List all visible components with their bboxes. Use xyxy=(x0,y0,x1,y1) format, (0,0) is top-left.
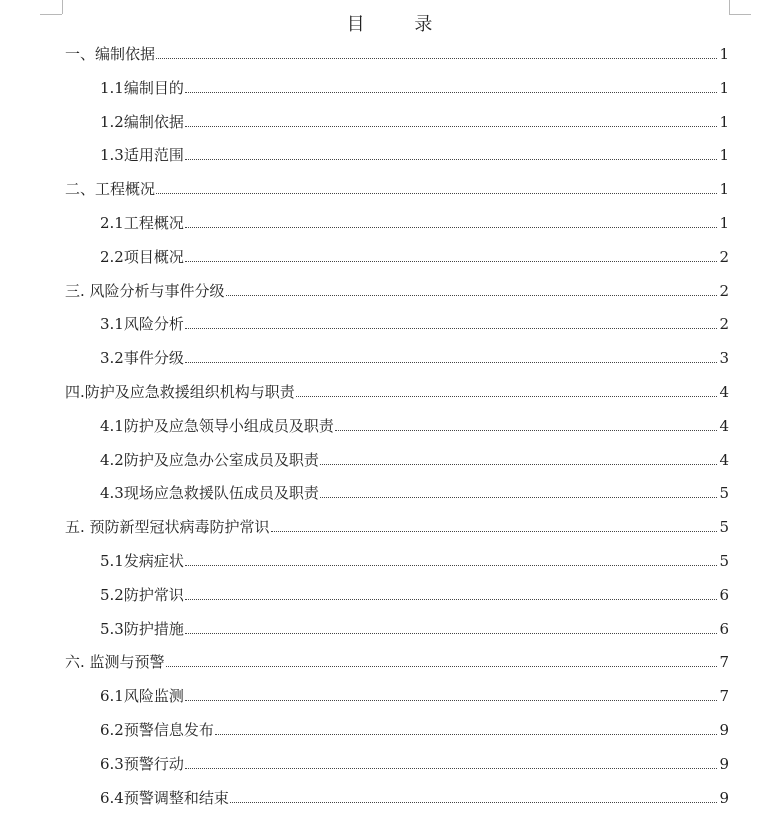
toc-page-number: 7 xyxy=(719,653,729,672)
toc-entry[interactable] xyxy=(65,177,729,199)
toc-entry[interactable] xyxy=(100,549,729,571)
toc-dot-leader xyxy=(230,802,718,803)
toc-page-number: 5 xyxy=(719,552,729,570)
toc-entry[interactable] xyxy=(100,414,729,436)
toc-page-number: 4 xyxy=(719,450,729,469)
toc-entry-title: 二、工程概况 xyxy=(65,180,156,199)
toc-page-number: 4 xyxy=(719,383,729,401)
toc-dot-leader xyxy=(296,396,718,397)
toc-page-number: 5 xyxy=(719,484,729,503)
toc-page-number: 2 xyxy=(719,281,729,300)
toc-entry-title: 3.2事件分级 xyxy=(100,349,184,368)
toc-entry[interactable] xyxy=(100,312,729,334)
toc-dot-leader xyxy=(156,193,717,194)
toc-dot-leader xyxy=(185,159,718,160)
toc-entry-title: 6.4预警调整和结束 xyxy=(100,788,229,807)
toc-entry[interactable] xyxy=(65,42,729,64)
toc-page-number: 6 xyxy=(719,619,729,638)
toc-entry-title: 1.2编制依据 xyxy=(100,112,184,131)
toc-entry[interactable] xyxy=(100,143,729,165)
toc-page-number: 9 xyxy=(719,788,729,807)
toc-entry-title: 1.1编制目的 xyxy=(100,78,184,97)
toc-dot-leader xyxy=(185,768,718,769)
toc-entry[interactable] xyxy=(100,718,729,740)
toc-entry-title: 六. 监测与预警 xyxy=(65,653,165,672)
toc-dot-leader xyxy=(226,295,718,296)
toc-entry-title: 2.2项目概况 xyxy=(100,247,184,266)
toc-entry-title: 四.防护及应急救援组织机构与职责 xyxy=(65,383,295,401)
toc-entry[interactable] xyxy=(65,650,729,672)
toc-entry[interactable] xyxy=(65,380,729,402)
toc-entry-title: 6.2预警信息发布 xyxy=(100,721,214,739)
toc-entry-title: 4.1防护及应急领导小组成员及职责 xyxy=(100,416,334,435)
toc-entry-title: 6.1风险监测 xyxy=(100,687,184,706)
toc-page-number: 4 xyxy=(719,416,729,435)
toc-entry-title: 4.2防护及应急办公室成员及职责 xyxy=(100,450,319,469)
toc-page-number: 7 xyxy=(719,687,729,706)
toc-entry[interactable] xyxy=(100,786,729,808)
toc-page-number: 6 xyxy=(719,585,729,604)
toc-entry[interactable] xyxy=(100,583,729,605)
toc-entry-title: 3.1风险分析 xyxy=(100,315,184,334)
toc-entry[interactable] xyxy=(100,211,729,233)
toc-dot-leader xyxy=(166,666,718,667)
toc-entry[interactable] xyxy=(100,346,729,368)
toc-page-number: 1 xyxy=(719,112,729,131)
toc-entry[interactable] xyxy=(100,448,729,470)
toc-page-number: 2 xyxy=(719,315,729,334)
toc-dot-leader xyxy=(185,362,718,363)
toc-entry-title: 6.3预警行动 xyxy=(100,754,184,773)
toc-title: 目 录 xyxy=(346,14,455,35)
toc-page-number: 9 xyxy=(719,721,729,739)
toc-entry-title: 2.1工程概况 xyxy=(100,214,184,232)
toc-entry[interactable] xyxy=(100,481,729,503)
toc-entry-title: 三. 风险分析与事件分级 xyxy=(65,281,225,300)
toc-page-number: 1 xyxy=(719,78,729,97)
toc-dot-leader xyxy=(215,734,718,735)
toc-dot-leader xyxy=(185,227,718,228)
toc-dot-leader xyxy=(335,430,718,431)
toc-entry-title: 5.1发病症状 xyxy=(100,552,184,570)
toc-entry-title: 五. 预防新型冠状病毒防护常识 xyxy=(65,518,270,537)
toc-entry-title: 5.3防护措施 xyxy=(100,619,184,638)
toc-dot-leader xyxy=(271,531,718,532)
toc-entry[interactable] xyxy=(100,110,729,132)
toc-entry-title: 5.2防护常识 xyxy=(100,585,184,604)
toc-entry[interactable] xyxy=(100,684,729,706)
toc-dot-leader xyxy=(185,633,718,634)
toc-entry[interactable] xyxy=(100,76,729,98)
toc-dot-leader xyxy=(185,126,718,127)
toc-entry[interactable] xyxy=(100,617,729,639)
toc-entry[interactable] xyxy=(100,245,729,267)
toc-dot-leader xyxy=(185,92,718,93)
toc-dot-leader xyxy=(185,328,718,329)
toc-dot-leader xyxy=(185,599,718,600)
toc-entry[interactable] xyxy=(65,515,729,537)
toc-page-number: 1 xyxy=(719,214,729,232)
toc-dot-leader xyxy=(156,58,717,59)
toc-dot-leader xyxy=(320,464,718,465)
toc-page-number: 1 xyxy=(719,45,729,63)
toc-entry-title: 4.3现场应急救援队伍成员及职责 xyxy=(100,484,319,503)
toc-page-number: 9 xyxy=(719,754,729,773)
toc-page-number: 1 xyxy=(719,180,729,199)
toc-page-number: 5 xyxy=(719,518,729,537)
toc-page-number: 3 xyxy=(719,349,729,368)
toc-dot-leader xyxy=(185,261,718,262)
toc-dot-leader xyxy=(185,700,718,701)
toc-entry-title: 一、编制依据 xyxy=(65,45,156,63)
toc-page-number: 2 xyxy=(719,247,729,266)
toc-entry-title: 1.3适用范围 xyxy=(100,146,184,165)
toc-entry[interactable] xyxy=(100,752,729,774)
toc-dot-leader xyxy=(185,565,718,566)
toc-page-number: 1 xyxy=(719,146,729,165)
toc-dot-leader xyxy=(320,497,718,498)
toc-entry[interactable] xyxy=(65,279,729,301)
